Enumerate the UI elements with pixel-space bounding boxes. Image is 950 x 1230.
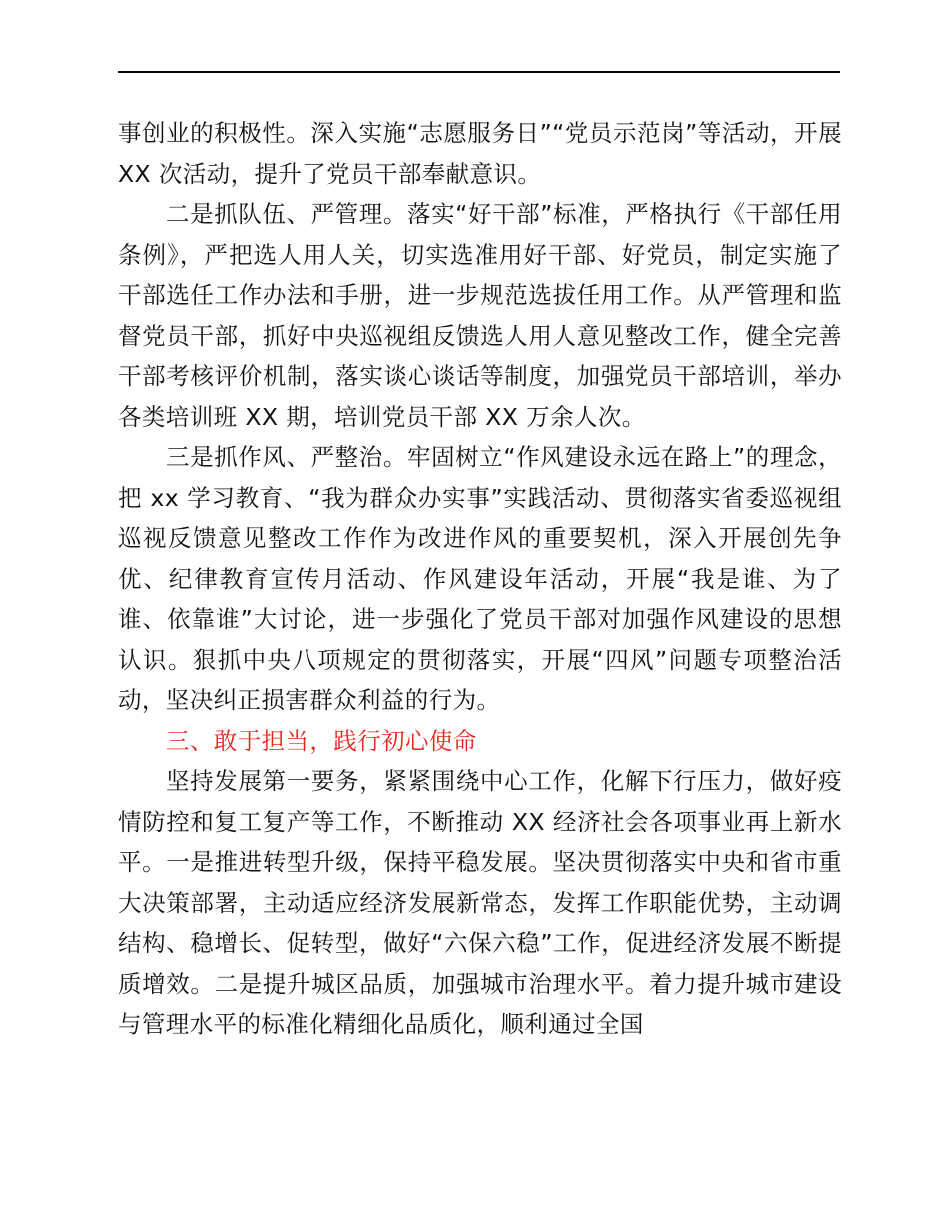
document-body xyxy=(118,113,842,1045)
paragraph-team-management: 二是抓队伍、严管理。落实“好干部”标准，严格执行《干部任用条例》，严把选人用人关，切实选准用好干部、好党员，制定实施了干部选任工作办法和手册，进一步规范选拔任用工作。从严管理和监督党员干部，抓好中央巡视组反馈选人用人意见整改工作，健全完善干部考核评价机制，落实谈心谈话等制度，加强党员干部培训，举办各类培训班 XX 期，培训党员干部 XX 万余人次。 xyxy=(118,200,842,431)
paragraph-continuation: 事创业的积极性。深入实施“志愿服务日”“党员示范岗”等活动，开展 XX 次活动，提升了党员干部奉献意识。 xyxy=(118,119,842,188)
section-heading: 三、敢于担当，践行初心使命 xyxy=(166,726,477,755)
paragraph-development: 坚持发展第一要务，紧紧围绕中心工作，化解下行压力，做好疫情防控和复工复产等工作，不断推动 XX 经济社会各项事业再上新水平。一是推进转型升级，保持平稳发展。坚决贯彻落实中央和省市重大决策部署，主动适应经济发展新常态，发挥工作职能优势，主动调结构、稳增长、促转型，做好“六保六稳”工作，促进经济发展不断提质增效。二是提升城区品质，加强城市治理水平。着力提升城市建设与管理水平的标准化精细化品质化，顺利通过全国 xyxy=(118,767,842,1038)
header-rule xyxy=(118,71,840,73)
paragraph-work-style: 三是抓作风、严整治。牢固树立“作风建设永远在路上”的理念，把 xx 学习教育、“我为群众办实事”实践活动、贯彻落实省委巡视组巡视反馈意见整改工作作为改进作风的重要契机，深入开展创先争优、纪律教育宣传月活动、作风建设年活动，开展“我是谁、为了谁、依靠谁”大讨论，进一步强化了党员干部对加强作风建设的思想认识。狠抓中央八项规定的贯彻落实，开展“四风”问题专项整治活动，坚决纠正损害群众利益的行为。 xyxy=(118,443,842,714)
